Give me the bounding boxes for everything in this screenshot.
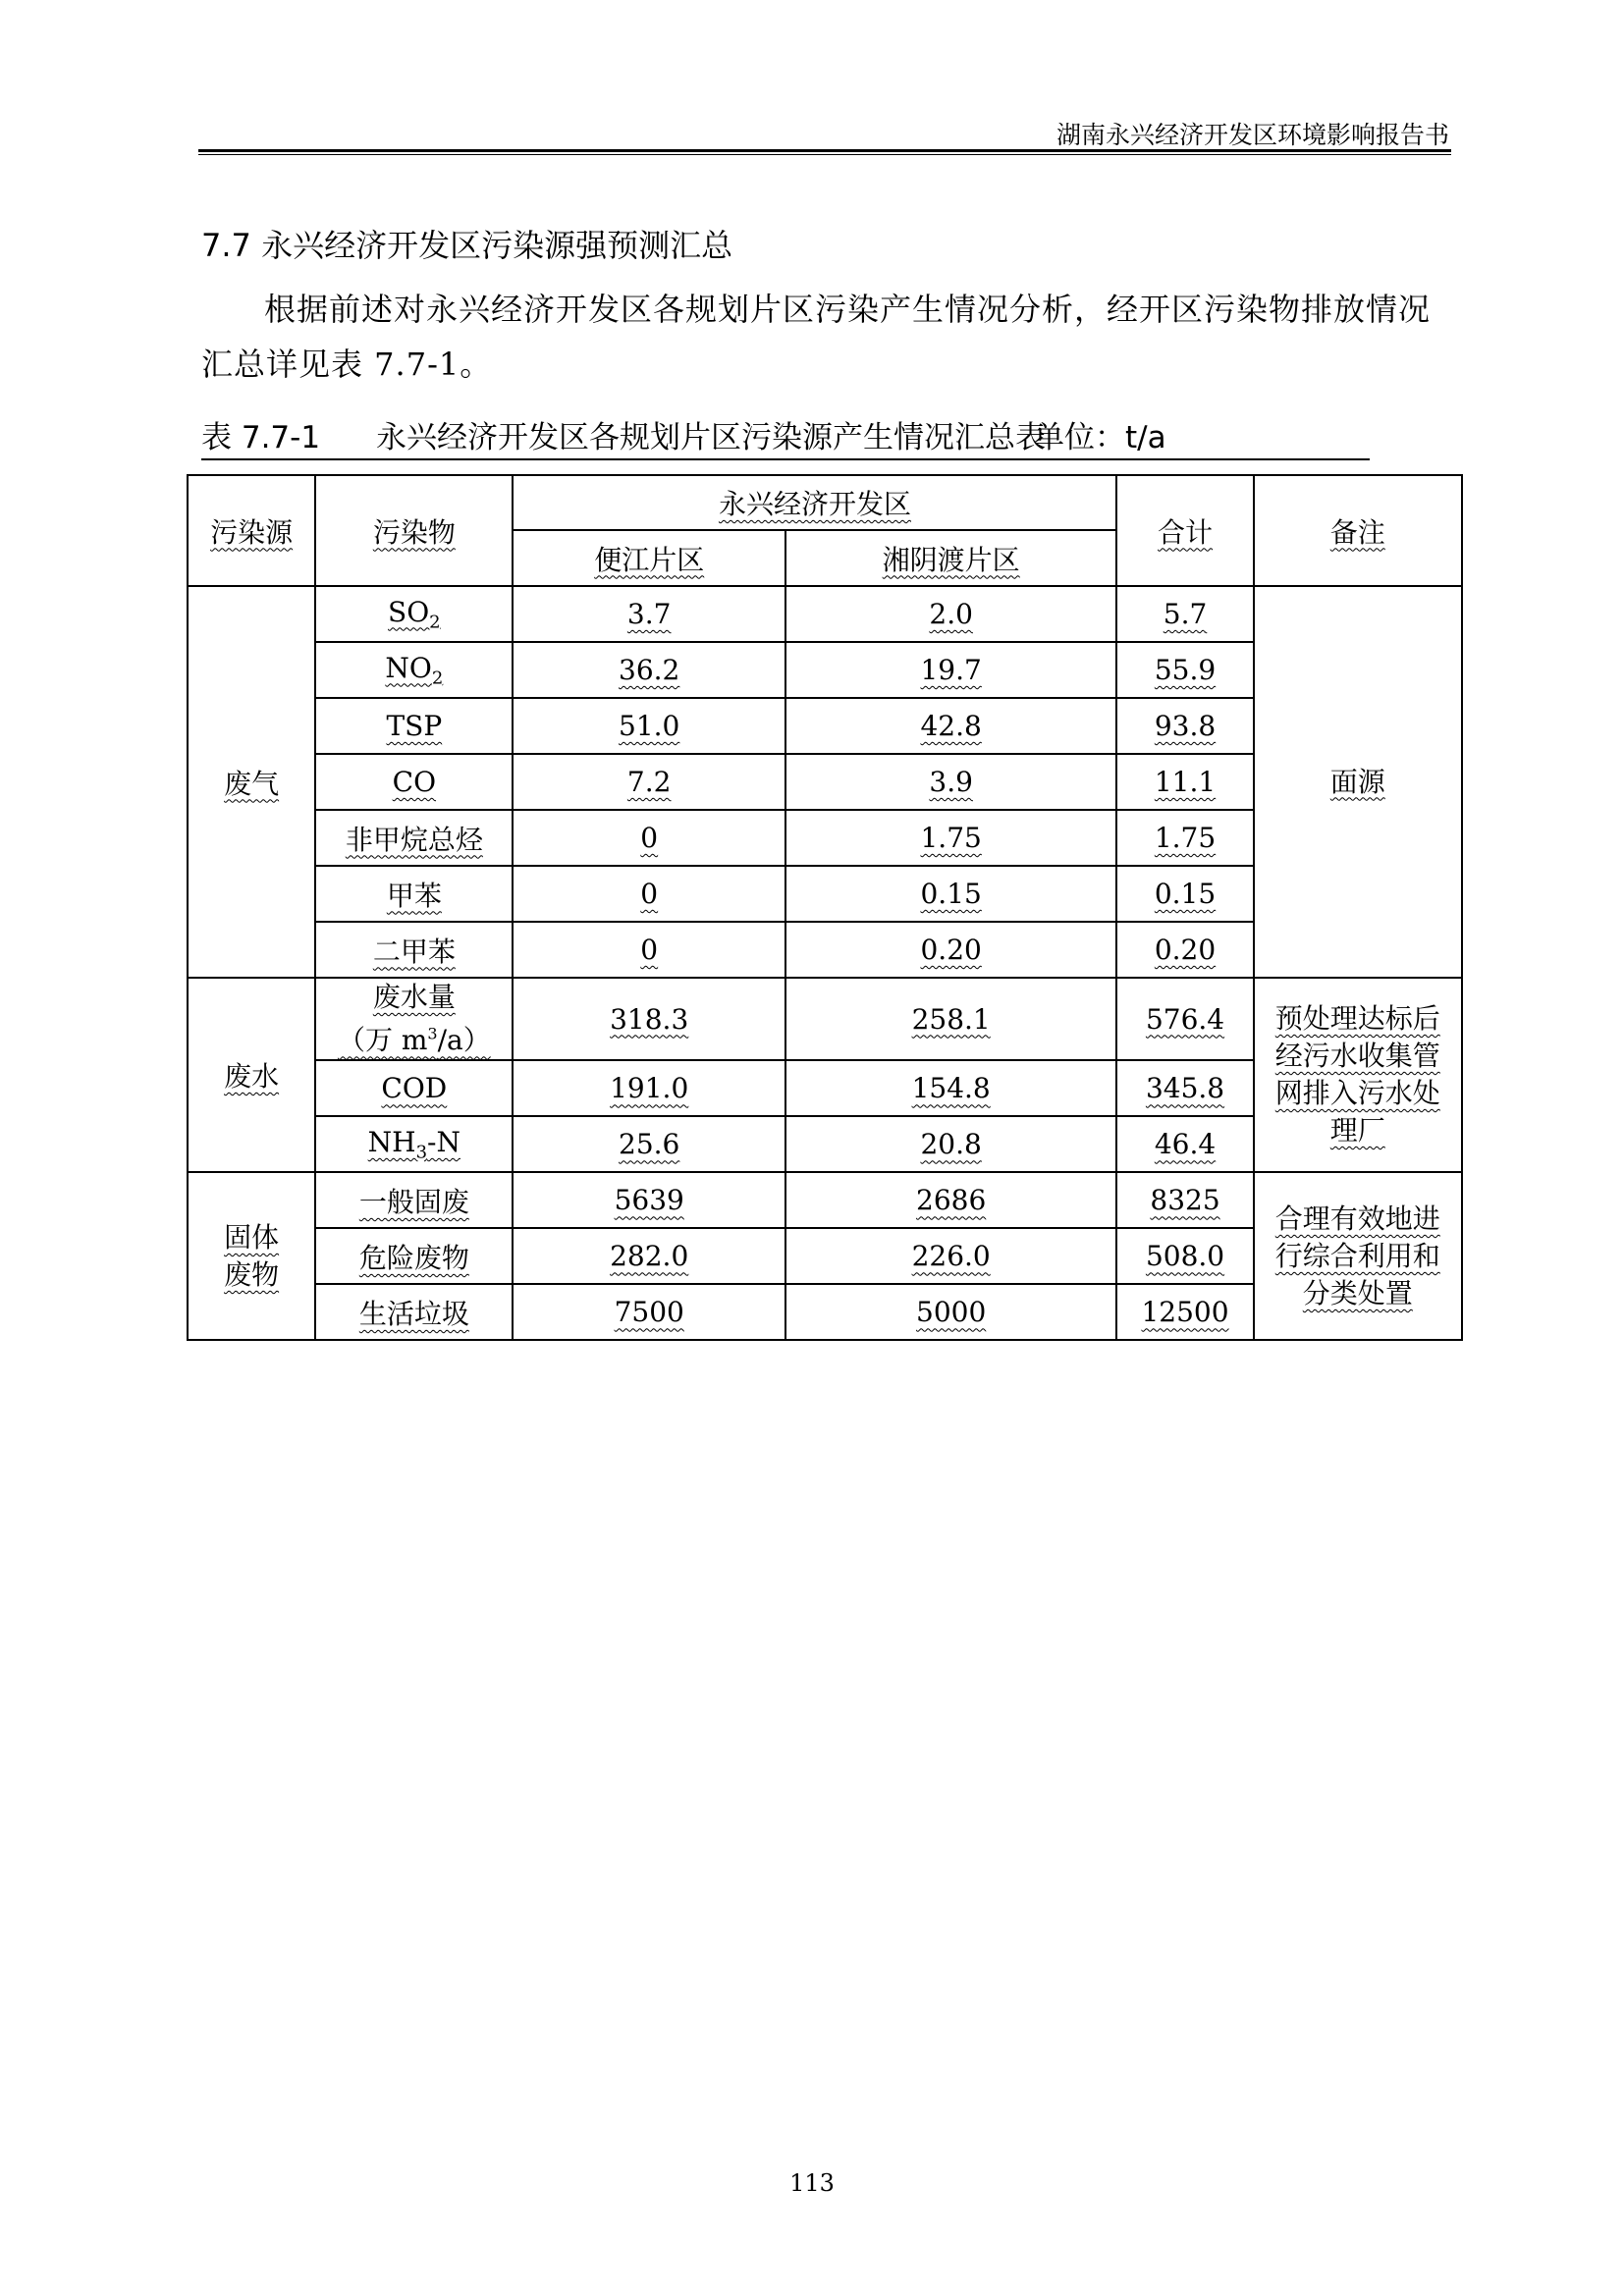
header-zone-a: 便江片区 xyxy=(513,530,785,586)
pollutant-cell: 非甲烷总烃 xyxy=(315,810,513,866)
table-caption xyxy=(201,412,1370,460)
source-cell: 废气 xyxy=(188,586,315,978)
zone-b-cell: 2686 xyxy=(785,1172,1117,1228)
pollutant-cell: $NO_2$ xyxy=(315,642,513,698)
total-cell: 11.1 xyxy=(1116,754,1253,810)
total-cell: 508.0 xyxy=(1116,1228,1253,1284)
zone-b-cell: 154.8 xyxy=(785,1060,1117,1116)
pollutant-cell: 废水量 （万 $m^3/a$） xyxy=(315,978,513,1060)
note-cell: 预处理达标后经污水收集管网排入污水处理厂 xyxy=(1254,978,1462,1172)
pollutant-cell: COD xyxy=(315,1060,513,1116)
zone-a-cell: 36.2 xyxy=(513,642,785,698)
section-title: 7.7 永兴经济开发区污染源强预测汇总 xyxy=(201,227,733,264)
zone-a-cell: 318.3 xyxy=(513,978,785,1060)
zone-b-cell: 2.0 xyxy=(785,586,1117,642)
source-cell: 固体废物 xyxy=(188,1172,315,1340)
running-header: 湖南永兴经济开发区环境影响报告书 xyxy=(1056,121,1449,149)
zone-a-cell: 5639 xyxy=(513,1172,785,1228)
total-cell: 93.8 xyxy=(1116,698,1253,754)
table-row xyxy=(188,1172,1462,1228)
zone-b-cell: 19.7 xyxy=(785,642,1117,698)
zone-b-cell: 258.1 xyxy=(785,978,1117,1060)
zone-b-cell: 20.8 xyxy=(785,1116,1117,1172)
source-cell: 废水 xyxy=(188,978,315,1172)
zone-a-cell: 0 xyxy=(513,866,785,922)
zone-a-cell: 0 xyxy=(513,810,785,866)
zone-a-cell: 282.0 xyxy=(513,1228,785,1284)
header-note: 备注 xyxy=(1254,475,1462,586)
pollution-summary-table xyxy=(187,474,1463,1341)
page-number: 113 xyxy=(789,2169,835,2197)
zone-a-cell: 25.6 xyxy=(513,1116,785,1172)
header-total: 合计 xyxy=(1116,475,1253,586)
pollutant-cell: CO xyxy=(315,754,513,810)
table-row xyxy=(188,978,1462,1060)
pollutant-cell: 甲苯 xyxy=(315,866,513,922)
total-cell: 12500 xyxy=(1116,1284,1253,1340)
zone-a-cell: 7500 xyxy=(513,1284,785,1340)
zone-b-cell: 5000 xyxy=(785,1284,1117,1340)
body-paragraph: 根据前述对永兴经济开发区各规划片区污染产生情况分析，经开区污染物排放情况汇总详见表 7.7-1。 xyxy=(201,291,1432,383)
zone-b-cell: 0.15 xyxy=(785,866,1117,922)
note-cell: 面源 xyxy=(1254,586,1462,978)
pollutant-cell: 一般固废 xyxy=(315,1172,513,1228)
pollutant-cell: 二甲苯 xyxy=(315,922,513,978)
zone-b-cell: 0.20 xyxy=(785,922,1117,978)
total-cell: 8325 xyxy=(1116,1172,1253,1228)
header-zone: 永兴经济开发区 xyxy=(513,475,1116,530)
pollutant-cell: 危险废物 xyxy=(315,1228,513,1284)
zone-b-cell: 3.9 xyxy=(785,754,1117,810)
zone-b-cell: 1.75 xyxy=(785,810,1117,866)
zone-a-cell: 0 xyxy=(513,922,785,978)
zone-a-cell: 3.7 xyxy=(513,586,785,642)
pollutant-cell: $SO_2$ xyxy=(315,586,513,642)
table-row xyxy=(188,586,1462,642)
total-cell: 55.9 xyxy=(1116,642,1253,698)
header-rule xyxy=(198,149,1451,152)
total-cell: 0.15 xyxy=(1116,866,1253,922)
total-cell: 5.7 xyxy=(1116,586,1253,642)
total-cell: 576.4 xyxy=(1116,978,1253,1060)
zone-a-cell: 7.2 xyxy=(513,754,785,810)
zone-b-cell: 42.8 xyxy=(785,698,1117,754)
pollutant-cell: TSP xyxy=(315,698,513,754)
total-cell: 345.8 xyxy=(1116,1060,1253,1116)
pollutant-cell: $NH_3-N$ xyxy=(315,1116,513,1172)
total-cell: 0.20 xyxy=(1116,922,1253,978)
header-source: 污染源 xyxy=(188,475,315,586)
total-cell: 46.4 xyxy=(1116,1116,1253,1172)
table-title: 永兴经济开发区各规划片区污染源产生情况汇总表 xyxy=(376,420,1046,455)
total-cell: 1.75 xyxy=(1116,810,1253,866)
table-unit: 单位：t/a xyxy=(1034,420,1166,455)
header-rule-thin xyxy=(198,154,1451,155)
table-number: 表 7.7-1 xyxy=(201,420,321,455)
table-body xyxy=(188,586,1462,1340)
zone-b-cell: 226.0 xyxy=(785,1228,1117,1284)
note-cell: 合理有效地进行综合利用和分类处置 xyxy=(1254,1172,1462,1340)
pollutant-cell: 生活垃圾 xyxy=(315,1284,513,1340)
zone-a-cell: 191.0 xyxy=(513,1060,785,1116)
zone-a-cell: 51.0 xyxy=(513,698,785,754)
header-zone-b: 湘阴渡片区 xyxy=(785,530,1117,586)
header-pollutant: 污染物 xyxy=(315,475,513,586)
